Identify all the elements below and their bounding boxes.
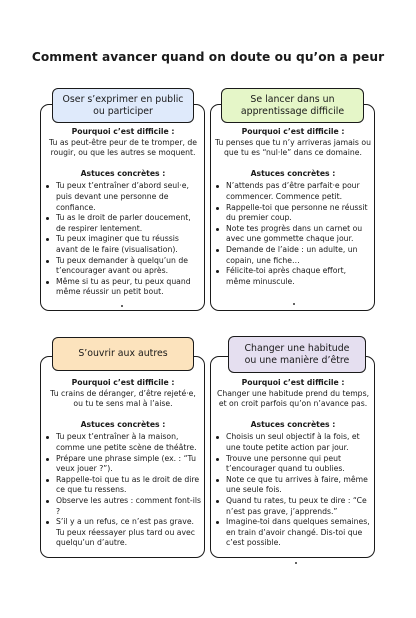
list-item: Tu peux demander à quelqu’un de t’encourager avant ou après. (45, 256, 201, 277)
difficulty-text: Tu crains de déranger, d’être rejeté·e, ou tu te sens mal à l’aise. (50, 388, 196, 409)
difficulty-heading: Pourquoi c’est difficile : (241, 378, 345, 387)
difficulty-heading: Pourquoi c’est difficile : (71, 378, 175, 387)
tips-heading: Astuces concrètes : (250, 168, 336, 178)
list-item: Tu peux t’entraîner à la maison, comme une petite scène de théâtre. (45, 432, 201, 453)
difficulty-heading: Pourquoi c’est difficile : (241, 127, 345, 136)
list-item: Tu peux imaginer que tu réussis avant de le faire (visualisation). (45, 234, 201, 255)
card-change-habit-tag: Changer une habitude ou une manière d’être (228, 336, 366, 373)
card-public-speaking-tag: Oser s’exprimer en public ou participer (52, 88, 194, 123)
tips-list (45, 432, 201, 549)
list-item: Trouve une personne qui peut t’encourager quand tu oublies. (215, 454, 371, 475)
list-item: N’attends pas d’être parfait·e pour commencer. Commence petit. (215, 181, 371, 202)
tips-list (215, 181, 371, 287)
tips-heading: Astuces concrètes : (250, 419, 336, 429)
list-item: Même si tu as peur, tu peux quand même réussir un petit bout. (45, 277, 201, 298)
difficulty-text: Changer une habitude prend du temps, et on croit parfois qu’on n’avance pas. (216, 388, 370, 409)
list-item: Tu peux t’entraîner d’abord seul·e, puis devant une personne de confiance. (45, 181, 201, 213)
list-item: Rappelle-toi que tu as le droit de dire ce que tu ressens. (45, 475, 201, 496)
decorative-dot (121, 305, 123, 307)
card-open-to-others-content (45, 378, 201, 549)
list-item: Observe les autres : comment font-ils ? (45, 496, 201, 517)
list-item: Quand tu rates, tu peux te dire : “Ce n’est pas grave, j’apprends.” (215, 496, 371, 517)
list-item: Note tes progrès dans un carnet ou avec une gommette chaque jour. (215, 224, 371, 245)
list-item: Imagine-toi dans quelques semaines, en train d’avoir changé. Dis-toi que c’est possible. (215, 517, 371, 549)
list-item: S’il y a un refus, ce n’est pas grave. Tu peux réessayer plus tard ou avec quelqu’un d’autre. (45, 517, 201, 549)
tips-heading: Astuces concrètes : (80, 419, 166, 429)
card-difficult-learning-tag: Se lancer dans un apprentissage difficile (221, 88, 364, 123)
decorative-dot (295, 562, 297, 564)
list-item: Prépare une phrase simple (ex. : “Tu veux jouer ?”). (45, 454, 201, 475)
list-item: Rappelle-toi que personne ne réussit du premier coup. (215, 203, 371, 224)
card-difficult-learning-content (215, 127, 371, 287)
decorative-dot (293, 303, 295, 305)
list-item: Demande de l’aide : un adulte, un copain, une fiche… (215, 245, 371, 266)
list-item: Félicite-toi après chaque effort, même minuscule. (215, 266, 371, 287)
card-open-to-others-tag: S’ouvrir aux autres (52, 337, 194, 371)
card-change-habit-content (215, 378, 371, 549)
difficulty-text: Tu penses que tu n’y arriveras jamais ou que tu es “nul·le” dans ce domaine. (215, 137, 371, 158)
tips-list (215, 432, 371, 549)
list-item: Note ce que tu arrives à faire, même une seule fois. (215, 475, 371, 496)
difficulty-text: Tu as peut-être peur de te tromper, de rougir, ou que les autres se moquent. (49, 137, 197, 158)
difficulty-heading: Pourquoi c’est difficile : (71, 127, 175, 136)
card-public-speaking-content (45, 127, 201, 298)
tips-list (45, 181, 201, 298)
tips-heading: Astuces concrètes : (80, 168, 166, 178)
list-item: Choisis un seul objectif à la fois, et une toute petite action par jour. (215, 432, 371, 453)
page-title: Comment avancer quand on doute ou qu’on a peur (31, 50, 385, 64)
list-item: Tu as le droit de parler doucement, de respirer lentement. (45, 213, 201, 234)
